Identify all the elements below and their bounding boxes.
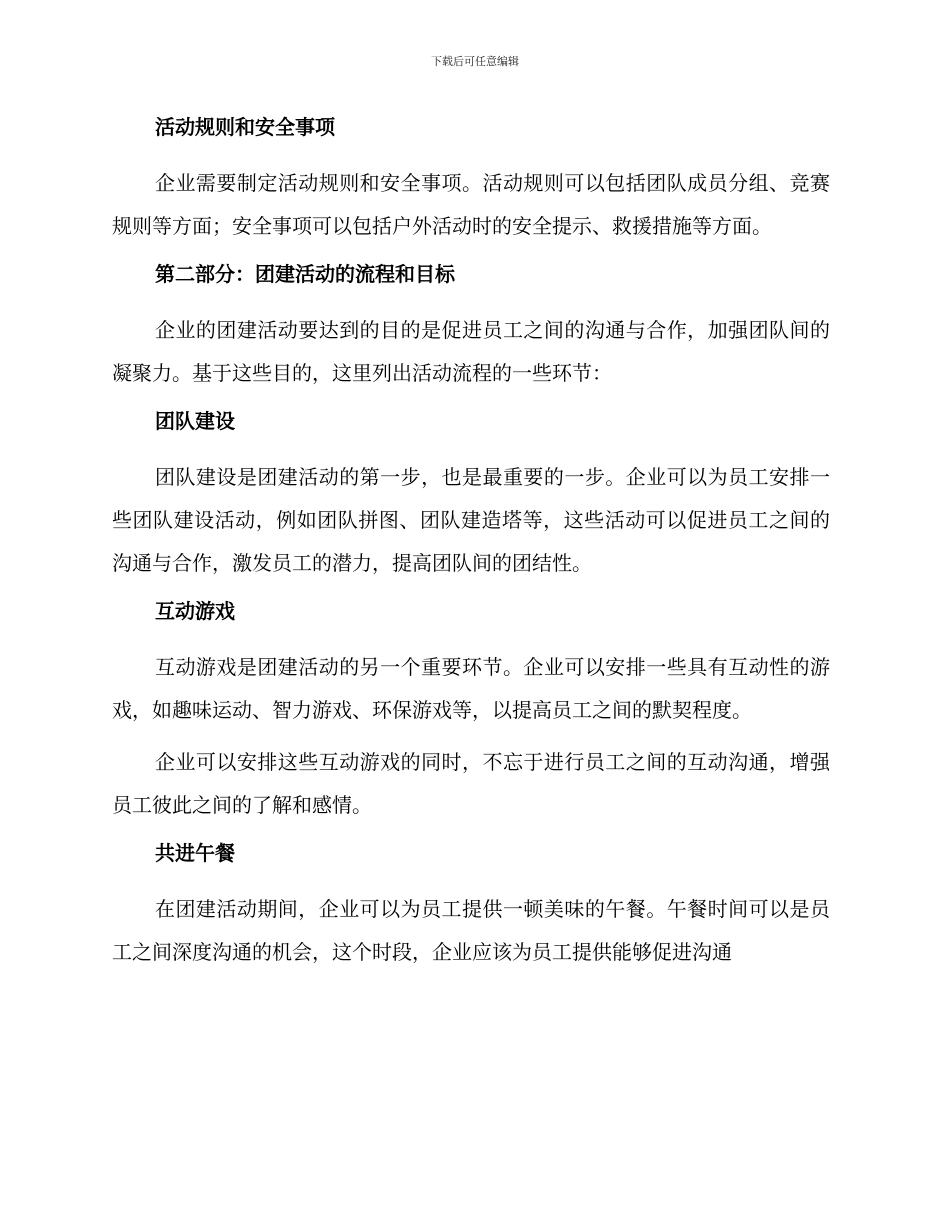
- document-body: [112, 110, 830, 983]
- paragraph-interactive-communication: 企业可以安排这些互动游戏的同时，不忘于进行员工之间的互动沟通，增强员工彼此之间的了解和感情。: [112, 750, 830, 817]
- paragraph-team-building: 团队建设是团建活动的第一步，也是最重要的一步。企业可以为员工安排一些团队建设活动，例如团队拼图、团队建造塔等，这些活动可以促进员工之间的沟通与合作，激发员工的潜力，提高团队间的团结性。: [112, 465, 830, 575]
- paragraph-lunch: 在团建活动期间，企业可以为员工提供一顿美味的午餐。午餐时间可以是员工之间深度沟通的机会，这个时段，企业应该为员工提供能够促进沟通: [112, 897, 830, 964]
- paragraph-interactive-games: 互动游戏是团建活动的另一个重要环节。企业可以安排一些具有互动性的游戏，如趣味运动、智力游戏、环保游戏等，以提高员工之间的默契程度。: [112, 655, 830, 722]
- paragraph-part-two-intro: 企业的团建活动要达到的目的是促进员工之间的沟通与合作，加强团队间的凝聚力。基于这些目的，这里列出活动流程的一些环节：: [112, 318, 830, 385]
- section-heading-team-building: 团队建设: [155, 409, 235, 433]
- section-heading-lunch: 共进午餐: [155, 841, 235, 865]
- section-heading-interactive-games: 互动游戏: [155, 599, 235, 623]
- paragraph-rules-safety: 企业需要制定活动规则和安全事项。活动规则可以包括团队成员分组、竞赛规则等方面；安全事项可以包括户外活动时的安全提示、救援措施等方面。: [112, 171, 830, 238]
- page-header: 下载后可任意编辑: [431, 55, 519, 68]
- section-heading-part-two: 第二部分：团建活动的流程和目标: [155, 262, 455, 286]
- section-heading-rules-safety: 活动规则和安全事项: [155, 115, 335, 139]
